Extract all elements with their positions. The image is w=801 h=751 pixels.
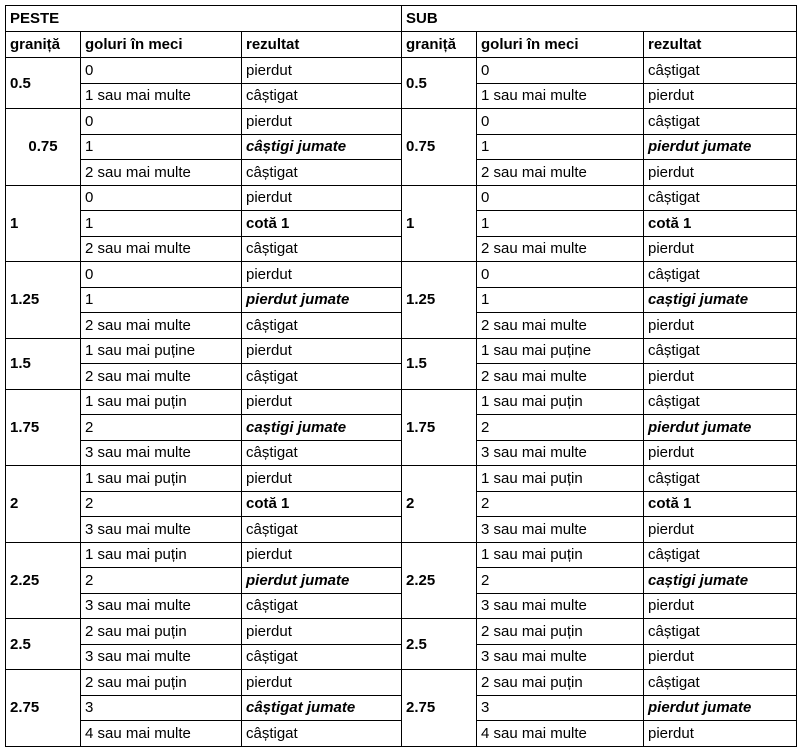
table-row <box>6 83 797 109</box>
under-result-cell: caștigi jumate <box>644 568 797 594</box>
over-goals-cell: 2 sau mai multe <box>81 236 242 262</box>
over-boundary-cell: 2.5 <box>6 619 81 670</box>
under-result-cell: pierdut <box>644 160 797 186</box>
over-boundary-header: graniță <box>6 32 81 58</box>
under-goals-cell: 2 sau mai multe <box>477 160 644 186</box>
under-boundary-cell: 2 <box>402 466 477 543</box>
under-result-cell: câștigat <box>644 109 797 135</box>
over-boundary-cell: 1 <box>6 185 81 262</box>
column-header-row <box>6 32 797 58</box>
table-row <box>6 619 797 645</box>
under-goals-cell: 2 <box>477 568 644 594</box>
over-result-cell: câștigat jumate <box>242 695 402 721</box>
under-boundary-cell: 2.75 <box>402 670 477 747</box>
over-result-cell: câștigat <box>242 236 402 262</box>
table-row <box>6 236 797 262</box>
under-goals-cell: 1 sau mai puține <box>477 338 644 364</box>
under-result-cell: pierdut <box>644 593 797 619</box>
under-result-cell: pierdut <box>644 313 797 339</box>
table-row <box>6 670 797 696</box>
table-row <box>6 211 797 237</box>
over-result-cell: pierdut jumate <box>242 287 402 313</box>
over-goals-cell: 2 <box>81 491 242 517</box>
table-row <box>6 721 797 747</box>
over-goals-cell: 1 sau mai multe <box>81 83 242 109</box>
under-result-cell: pierdut <box>644 644 797 670</box>
table-row <box>6 313 797 339</box>
table-row <box>6 58 797 84</box>
table-row <box>6 491 797 517</box>
over-result-cell: câștigi jumate <box>242 134 402 160</box>
under-result-cell: câștigat <box>644 670 797 696</box>
over-result-cell: pierdut <box>242 109 402 135</box>
table-row <box>6 185 797 211</box>
over-result-cell: câștigat <box>242 440 402 466</box>
under-goals-cell: 2 sau mai multe <box>477 236 644 262</box>
table-row <box>6 415 797 441</box>
over-goals-cell: 1 sau mai puțin <box>81 389 242 415</box>
over-result-cell: câștigat <box>242 83 402 109</box>
over-result-cell: pierdut <box>242 58 402 84</box>
under-goals-cell: 0 <box>477 58 644 84</box>
over-goals-cell: 1 sau mai puțin <box>81 542 242 568</box>
over-goals-cell: 3 sau mai multe <box>81 440 242 466</box>
under-result-cell: câștigat <box>644 466 797 492</box>
over-goals-cell: 4 sau mai multe <box>81 721 242 747</box>
under-result-cell: câștigat <box>644 619 797 645</box>
over-goals-cell: 2 sau mai puțin <box>81 619 242 645</box>
under-boundary-cell: 1.25 <box>402 262 477 339</box>
under-goals-cell: 3 sau mai multe <box>477 644 644 670</box>
under-boundary-cell: 1 <box>402 185 477 262</box>
over-boundary-cell: 1.75 <box>6 389 81 466</box>
under-result-cell: pierdut <box>644 440 797 466</box>
under-goals-cell: 2 sau mai puțin <box>477 670 644 696</box>
over-result-cell: pierdut jumate <box>242 568 402 594</box>
over-result-cell: pierdut <box>242 542 402 568</box>
over-goals-cell: 1 sau mai puține <box>81 338 242 364</box>
over-boundary-cell: 2.25 <box>6 542 81 619</box>
under-result-cell: caștigi jumate <box>644 287 797 313</box>
over-result-cell: câștigat <box>242 593 402 619</box>
table-row <box>6 644 797 670</box>
over-result-cell: pierdut <box>242 338 402 364</box>
under-result-cell: pierdut <box>644 83 797 109</box>
over-result-cell: câștigat <box>242 364 402 390</box>
under-result-cell: câștigat <box>644 185 797 211</box>
under-boundary-cell: 0.5 <box>402 58 477 109</box>
over-boundary-cell: 1.25 <box>6 262 81 339</box>
under-boundary-cell: 0.75 <box>402 109 477 186</box>
table-row <box>6 160 797 186</box>
over-result-cell: pierdut <box>242 670 402 696</box>
under-goals-cell: 4 sau mai multe <box>477 721 644 747</box>
under-boundary-header: graniță <box>402 32 477 58</box>
table-row <box>6 262 797 288</box>
under-goals-cell: 3 sau mai multe <box>477 517 644 543</box>
under-goals-cell: 3 <box>477 695 644 721</box>
over-result-cell: pierdut <box>242 262 402 288</box>
under-result-cell: pierdut <box>644 517 797 543</box>
over-boundary-cell: 0.75 <box>6 109 81 186</box>
table-row <box>6 109 797 135</box>
under-result-cell: pierdut <box>644 236 797 262</box>
over-result-cell: caștigi jumate <box>242 415 402 441</box>
over-goals-cell: 2 <box>81 568 242 594</box>
over-result-cell: cotă 1 <box>242 491 402 517</box>
over-goals-cell: 0 <box>81 109 242 135</box>
under-goals-cell: 2 <box>477 491 644 517</box>
over-goals-cell: 2 <box>81 415 242 441</box>
table-row <box>6 440 797 466</box>
over-goals-cell: 2 sau mai puțin <box>81 670 242 696</box>
over-result-cell: pierdut <box>242 185 402 211</box>
over-boundary-cell: 2 <box>6 466 81 543</box>
over-goals-cell: 0 <box>81 58 242 84</box>
under-goals-cell: 1 <box>477 134 644 160</box>
under-goals-cell: 0 <box>477 185 644 211</box>
under-result-cell: cotă 1 <box>644 491 797 517</box>
under-result-cell: pierdut <box>644 721 797 747</box>
title-row <box>6 6 797 32</box>
table-row <box>6 389 797 415</box>
over-boundary-cell: 2.75 <box>6 670 81 747</box>
under-result-cell: câștigat <box>644 262 797 288</box>
table-row <box>6 134 797 160</box>
over-goals-cell: 2 sau mai multe <box>81 364 242 390</box>
under-goals-cell: 1 sau mai puțin <box>477 466 644 492</box>
under-boundary-cell: 1.75 <box>402 389 477 466</box>
table-row <box>6 568 797 594</box>
over-goals-cell: 0 <box>81 262 242 288</box>
under-goals-cell: 2 sau mai multe <box>477 313 644 339</box>
over-result-cell: câștigat <box>242 313 402 339</box>
over-result-header: rezultat <box>242 32 402 58</box>
under-goals-cell: 2 sau mai multe <box>477 364 644 390</box>
under-goals-cell: 1 sau mai puțin <box>477 389 644 415</box>
under-boundary-cell: 2.25 <box>402 542 477 619</box>
over-goals-header: goluri în meci <box>81 32 242 58</box>
table-row <box>6 466 797 492</box>
under-result-header: rezultat <box>644 32 797 58</box>
under-result-cell: câștigat <box>644 542 797 568</box>
under-goals-cell: 2 sau mai puțin <box>477 619 644 645</box>
under-result-cell: câștigat <box>644 58 797 84</box>
over-result-cell: pierdut <box>242 619 402 645</box>
under-goals-cell: 1 sau mai multe <box>477 83 644 109</box>
over-result-cell: câștigat <box>242 721 402 747</box>
under-goals-cell: 3 sau mai multe <box>477 593 644 619</box>
table-row <box>6 517 797 543</box>
under-result-cell: pierdut jumate <box>644 134 797 160</box>
over-goals-cell: 1 <box>81 211 242 237</box>
over-result-cell: câștigat <box>242 644 402 670</box>
under-goals-cell: 0 <box>477 262 644 288</box>
over-goals-cell: 1 <box>81 287 242 313</box>
under-goals-cell: 1 sau mai puțin <box>477 542 644 568</box>
under-goals-header: goluri în meci <box>477 32 644 58</box>
table-row <box>6 338 797 364</box>
over-goals-cell: 1 sau mai puțin <box>81 466 242 492</box>
table-row <box>6 287 797 313</box>
over-goals-cell: 2 sau mai multe <box>81 160 242 186</box>
under-result-cell: pierdut jumate <box>644 695 797 721</box>
table-body <box>6 6 797 747</box>
table-row <box>6 593 797 619</box>
under-goals-cell: 1 <box>477 211 644 237</box>
over-boundary-cell: 0.5 <box>6 58 81 109</box>
under-title: SUB <box>402 6 797 32</box>
table-row <box>6 364 797 390</box>
over-result-cell: pierdut <box>242 389 402 415</box>
over-boundary-cell: 1.5 <box>6 338 81 389</box>
under-result-cell: cotă 1 <box>644 211 797 237</box>
over-goals-cell: 3 sau mai multe <box>81 593 242 619</box>
under-goals-cell: 0 <box>477 109 644 135</box>
over-result-cell: cotă 1 <box>242 211 402 237</box>
over-goals-cell: 3 <box>81 695 242 721</box>
table-row <box>6 695 797 721</box>
over-goals-cell: 1 <box>81 134 242 160</box>
over-goals-cell: 0 <box>81 185 242 211</box>
under-result-cell: câștigat <box>644 389 797 415</box>
over-result-cell: câștigat <box>242 160 402 186</box>
over-goals-cell: 3 sau mai multe <box>81 517 242 543</box>
over-goals-cell: 3 sau mai multe <box>81 644 242 670</box>
under-goals-cell: 1 <box>477 287 644 313</box>
under-result-cell: pierdut <box>644 364 797 390</box>
over-goals-cell: 2 sau mai multe <box>81 313 242 339</box>
under-result-cell: câștigat <box>644 338 797 364</box>
under-boundary-cell: 2.5 <box>402 619 477 670</box>
over-title: PESTE <box>6 6 402 32</box>
under-goals-cell: 2 <box>477 415 644 441</box>
handicap-table <box>5 5 797 747</box>
table-row <box>6 542 797 568</box>
over-result-cell: câștigat <box>242 517 402 543</box>
under-goals-cell: 3 sau mai multe <box>477 440 644 466</box>
under-boundary-cell: 1.5 <box>402 338 477 389</box>
over-result-cell: pierdut <box>242 466 402 492</box>
under-result-cell: pierdut jumate <box>644 415 797 441</box>
